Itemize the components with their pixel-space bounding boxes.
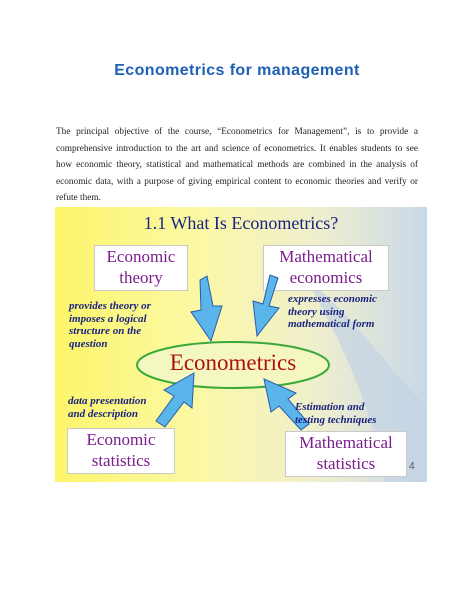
intro-paragraph: The principal objective of the course, “Econometrics for Management”, is to provide a comprehensive introduction to the art and science of econometrics. It enables students to see how economic theory, statistical and mathematical methods are combined in the analysis of economic data, with a purpose of giving empirical content to economic theories and verify or refute them.: [56, 127, 418, 203]
math-econ-note-line3: mathematical form: [288, 318, 375, 330]
math-econ-note-line1: expresses economic: [288, 293, 377, 305]
mathematical-statistics-line2: statistics: [316, 454, 376, 473]
economic-statistics-line2: statistics: [91, 451, 151, 470]
mathematical-economics-line1: Mathematical: [279, 247, 373, 266]
theory-note-line3: structure on the: [69, 325, 142, 337]
document-title: Econometrics for management: [114, 62, 360, 79]
mathematical-economics-line2: economics: [289, 268, 363, 287]
slide-page-number: 4: [409, 461, 415, 472]
math-econ-note-line2: theory using: [288, 305, 345, 318]
economic-theory-line1: Economic: [106, 247, 176, 266]
data-note-line2: and description: [68, 407, 138, 420]
arrow-from-economic-theory: [191, 276, 222, 341]
data-note-line1: data presentation: [68, 395, 147, 407]
economic-theory-line2: theory: [119, 268, 163, 287]
theory-note-line4: question: [69, 337, 108, 350]
estimation-note-line2: testing techniques: [295, 413, 377, 426]
theory-note: [69, 300, 181, 350]
arrow-from-mathematical-economics: [253, 275, 279, 336]
estimation-note: [295, 401, 410, 426]
estimation-note-line1: Estimation and: [295, 401, 365, 413]
mathematical-statistics-line1: Mathematical: [299, 433, 393, 452]
economic-statistics-line1: Economic: [86, 430, 156, 449]
theory-note-line1: provides theory or: [69, 300, 151, 312]
slide-title: 1.1 What Is Econometrics?: [143, 213, 339, 233]
math-econ-note: [288, 293, 403, 331]
theory-note-line2: imposes a logical: [69, 312, 147, 325]
data-note: [68, 395, 176, 420]
center-econometrics-label: Econometrics: [169, 350, 297, 375]
slide-diagram: [55, 207, 427, 482]
